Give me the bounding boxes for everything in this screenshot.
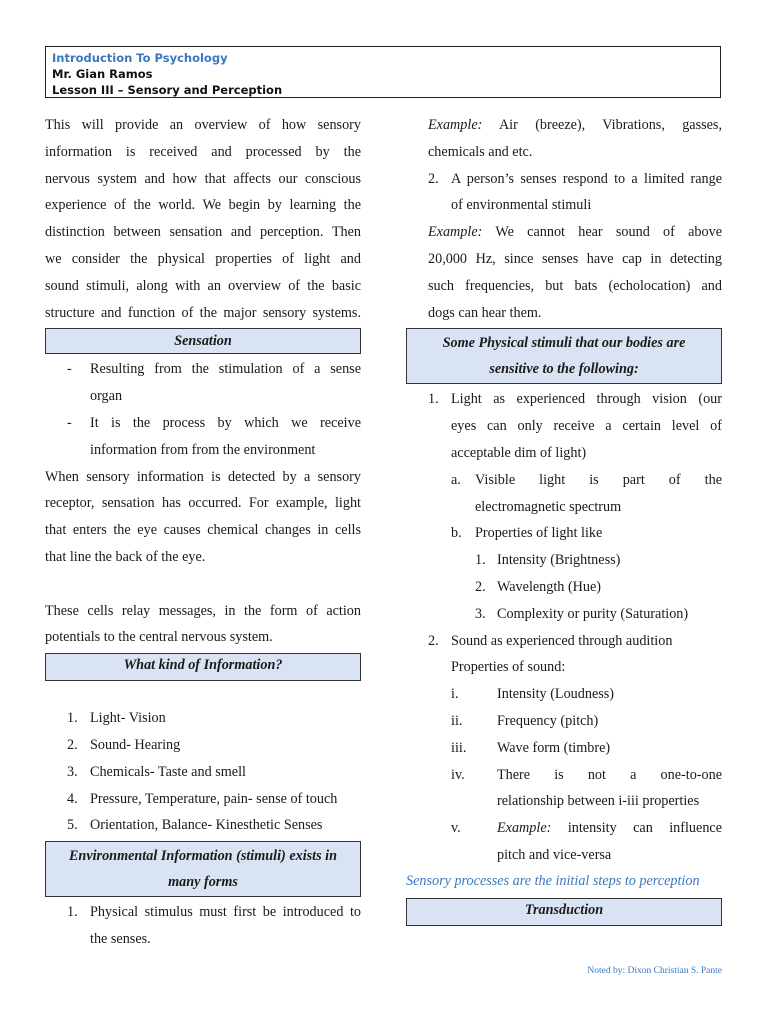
list-item: 2. Wavelength (Hue) bbox=[475, 578, 602, 595]
relay-paragraph: These cells relay messages, in the form of action potentials to the central nervous system. bbox=[45, 602, 361, 646]
list-item: 1. Intensity (Brightness) bbox=[475, 552, 621, 569]
list-item: iv. There is not a one-to-one relationship between i-iii properties bbox=[451, 766, 722, 810]
list-item: 3. Complexity or purity (Saturation) bbox=[475, 605, 689, 622]
example-1: Example: Air (breeze), Vibrations, gasses, chemicals and etc. bbox=[428, 117, 723, 160]
list-item: i. Intensity (Loudness) bbox=[451, 686, 615, 703]
list-item: a. Visible light is part of the electromagnetic spectrum bbox=[451, 471, 722, 515]
left-column bbox=[45, 112, 361, 953]
sensation-bullet: - It is the process by which we receive information from from the environment bbox=[67, 414, 361, 458]
list-item: 3. Chemicals- Taste and smell bbox=[67, 763, 246, 780]
information-list bbox=[45, 705, 361, 839]
sensory-note: Sensory processes are the initial steps to perception bbox=[406, 872, 700, 889]
list-item: ii. Frequency (pitch) bbox=[451, 712, 599, 729]
footer-note: Noted by: Dixon Christian S. Pante bbox=[587, 966, 722, 976]
list-item: 2. Sound- Hearing bbox=[67, 736, 181, 753]
list-item: 1. Light as experienced through vision (our eyes can only receive a certain level of acceptable dim of light) bbox=[428, 391, 722, 461]
instructor-name: Mr. Gian Ramos bbox=[52, 67, 153, 81]
information-heading: What kind of Information? bbox=[45, 653, 361, 681]
sensation-paragraph: When sensory information is detected by a sensory receptor, sensation has occurred. For example, light that enters the eye causes chemical changes in cells that line the back of the eye. bbox=[45, 468, 361, 565]
list-item: 1. Physical stimulus must first be introduced to the senses. bbox=[67, 904, 361, 947]
sensation-bullet: - Resulting from the stimulation of a sense organ bbox=[67, 361, 361, 405]
physical-stimuli-heading: Some Physical stimuli that our bodies are sensitive to the following: bbox=[406, 328, 722, 384]
sound-properties-label: Properties of sound: bbox=[451, 659, 566, 676]
environmental-heading: Environmental Information (stimuli) exists in many forms bbox=[45, 841, 361, 897]
sound-properties-list bbox=[406, 681, 722, 869]
list-item: b. Properties of light like bbox=[451, 525, 603, 542]
list-item: 1. Light- Vision bbox=[67, 710, 166, 727]
sensation-heading: Sensation bbox=[45, 328, 361, 354]
course-title: Introduction To Psychology bbox=[52, 51, 228, 65]
list-item: 2. A person’s senses respond to a limited range of environmental stimuli bbox=[428, 170, 722, 214]
example-2: Example: We cannot hear sound of above 20,000 Hz, since senses have cap in detecting such frequencies, but bats (echolocation) and dogs can hear them. bbox=[428, 224, 722, 321]
intro-paragraph: This will provide an overview of how sensory information is received and processed by the nervous system and how that affects our conscious experience of the world. We begin by learning the distinction between sensation and perception. Then we consider the physical properties of light and sound stimuli, along with an overview of the basic structure and function of the major sensory systems. bbox=[45, 117, 361, 321]
right-column bbox=[406, 112, 722, 928]
list-item: iii. Wave form (timbre) bbox=[451, 739, 611, 756]
list-item: 5. Orientation, Balance- Kinesthetic Senses bbox=[67, 817, 323, 834]
document-header bbox=[45, 46, 721, 98]
list-item: v. Example: intensity can influence pitch and vice-versa bbox=[451, 820, 723, 863]
transduction-heading: Transduction bbox=[406, 898, 722, 926]
list-item: 4. Pressure, Temperature, pain- sense of touch bbox=[67, 790, 338, 807]
light-properties-list bbox=[406, 547, 722, 627]
lesson-title: Lesson III – Sensory and Perception bbox=[52, 83, 283, 97]
list-item: 2. Sound as experienced through audition bbox=[428, 632, 673, 649]
